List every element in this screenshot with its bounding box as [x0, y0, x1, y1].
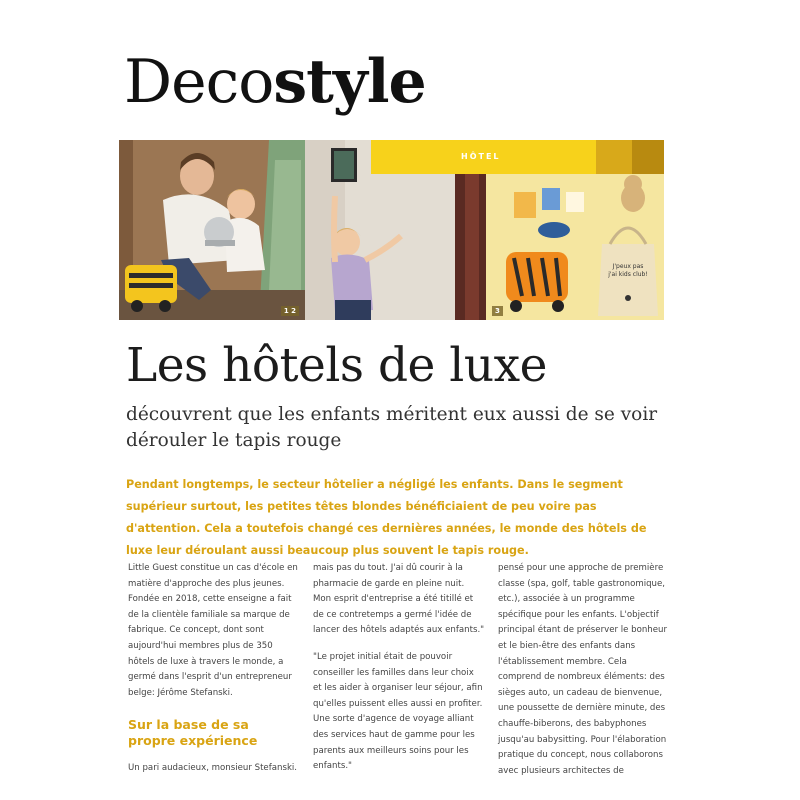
article-lead: Pendant longtemps, le secteur hôtelier a négligé les enfants. Dans le segment supérieur surtout, les petites têtes blondes bénéficiaient de peu voire pas d'attention. Cela a toutefois changé ces dernières années, le monde des hôtels de luxe leur déroulant aussi beaucoup plus souvent le tapis rouge. [126, 478, 647, 557]
section-label: HÔTEL [461, 152, 501, 161]
article-subtitle: découvrent que les enfants méritent eux aussi de se voir dérouler le tapis rouge [126, 404, 658, 451]
svg-text:J'peux pas: J'peux pas [612, 263, 644, 270]
body-column-1 [128, 561, 300, 777]
band-accent-1 [596, 140, 632, 174]
article-title: Les hôtels de luxe [126, 338, 547, 393]
paragraph: Little Guest constitue un cas d'école en matière d'approche des plus jeunes. Fondée en 2018, cette enseigne a fait de la clientèle familiale sa marque de fabrique. Ce concept, dont sont aujourd'hui membres plus de 350 hôtels de luxe à travers le monde, a germé dans l'esprit d'un entrepreneur belge: Jérôme Stefanski. [128, 563, 298, 698]
band-accent-2 [632, 140, 664, 174]
photo-father-child [119, 140, 305, 320]
section-band [371, 140, 664, 174]
brand-logo [124, 47, 426, 117]
photo-number-1-2: 1 2 [281, 306, 299, 316]
svg-text:j'ai kids club!: j'ai kids club! [608, 271, 648, 278]
body-column-2 [313, 561, 485, 775]
section-heading: Sur la base de sa propre expérience [128, 717, 258, 749]
photo-strip [119, 140, 664, 320]
paragraph: mais pas du tout. J'ai dû courir à la pharmacie de garde en pleine nuit. Mon esprit d'entreprise a été titillé et de ce contretemps a germé l'idée de lancer des hôtels adaptés aux enfants." [313, 563, 485, 636]
photo-number-3: 3 [492, 306, 503, 316]
brand-name-bold: style [273, 47, 426, 117]
paragraph: pensé pour une approche de première classe (spa, golf, table gastronomique, etc.), associée à un programme spécifique pour les enfants. L'objectif principal étant de préserver le bonheur et le bien-être des enfants dans l'établissement membre. Cela comprend de nombreux éléments: des sièges auto, un cadeau de bienvenue, une poussette de dernière minute, des chauffe-biberons, des babyphones jusqu'au babysitting. Pour l'élaboration pratique du concept, nous collaborons avec plusieurs architectes de [498, 563, 668, 776]
brand-name-light: Deco [124, 47, 274, 117]
body-column-3 [498, 561, 670, 779]
paragraph: Un pari audacieux, monsieur Stefanski. [128, 763, 298, 774]
paragraph: "Le projet initial était de pouvoir conseiller les familles dans leur choix et les aider à organiser leur séjour, afin qu'elles puissent elles aussi en profiter. Une sorte d'agence de voyage alliant des services haut de gamme pour les parents aux meilleurs soins pour les enfants." [313, 651, 483, 772]
